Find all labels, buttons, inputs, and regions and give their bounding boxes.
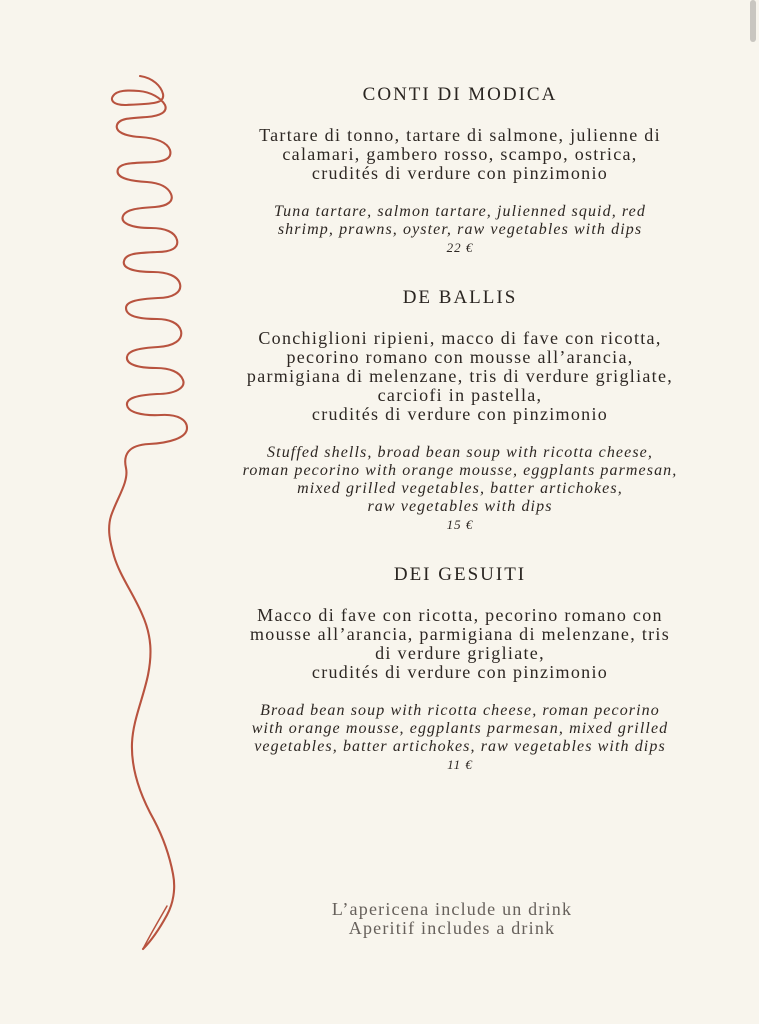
footer-line-english: Aperitif includes a drink	[348, 918, 556, 938]
italian-line: parmigiana di melenzane, tris di verdure grigliate,	[246, 366, 674, 386]
menu-script-logo	[95, 70, 195, 960]
english-line: Stuffed shells, broad bean soup with ricotta cheese,	[267, 444, 653, 461]
italian-line: carciofi in pastella,	[377, 385, 543, 405]
italian-line: di verdure grigliate,	[375, 643, 545, 663]
english-line: roman pecorino with orange mousse, eggplants parmesan,	[242, 462, 678, 479]
vertical-scrollbar[interactable]	[750, 0, 756, 42]
italian-line: Tartare di tonno, tartare di salmone, julienne di	[259, 125, 661, 145]
price: 22 €	[446, 240, 474, 255]
italian-line: pecorino romano con mousse all’arancia,	[286, 347, 634, 367]
english-description	[200, 203, 720, 239]
italian-description	[200, 126, 720, 183]
english-line: Broad bean soup with ricotta cheese, roman pecorino	[260, 702, 660, 719]
menu-section-de-ballis	[200, 287, 720, 534]
price: 15 €	[446, 517, 474, 532]
english-line: vegetables, batter artichokes, raw vegetables with dips	[254, 738, 666, 755]
italian-line: Macco di fave con ricotta, pecorino romano con	[257, 605, 663, 625]
english-description	[200, 444, 720, 516]
drink-note	[252, 900, 652, 938]
english-line: Tuna tartare, salmon tartare, julienned squid, red	[274, 203, 646, 220]
english-description	[200, 702, 720, 756]
italian-line: crudités di verdure con pinzimonio	[311, 404, 609, 424]
section-title: DEI GESUITI	[393, 564, 527, 585]
menu-section-conti-di-modica	[200, 84, 720, 257]
english-line: raw vegetables with dips	[367, 498, 553, 515]
italian-line: mousse all’arancia, parmigiana di melenzane, tris	[249, 624, 671, 644]
menu-content	[200, 84, 720, 804]
italian-line: crudités di verdure con pinzimonio	[311, 163, 609, 183]
section-title: CONTI DI MODICA	[362, 84, 558, 105]
menu-section-dei-gesuiti	[200, 564, 720, 774]
italian-line: crudités di verdure con pinzimonio	[311, 662, 609, 682]
italian-description	[200, 329, 720, 424]
italian-description	[200, 606, 720, 682]
italian-line: Conchiglioni ripieni, macco di fave con ricotta,	[258, 328, 662, 348]
price: 11 €	[447, 757, 473, 772]
section-title: DE BALLIS	[402, 287, 518, 308]
italian-line: calamari, gambero rosso, scampo, ostrica,	[282, 144, 638, 164]
english-line: mixed grilled vegetables, batter artichokes,	[297, 480, 623, 497]
footer-line-italian: L’apericena include un drink	[331, 899, 573, 919]
english-line: with orange mousse, eggplants parmesan, mixed grilled	[251, 720, 669, 737]
english-line: shrimp, prawns, oyster, raw vegetables with dips	[277, 221, 643, 238]
